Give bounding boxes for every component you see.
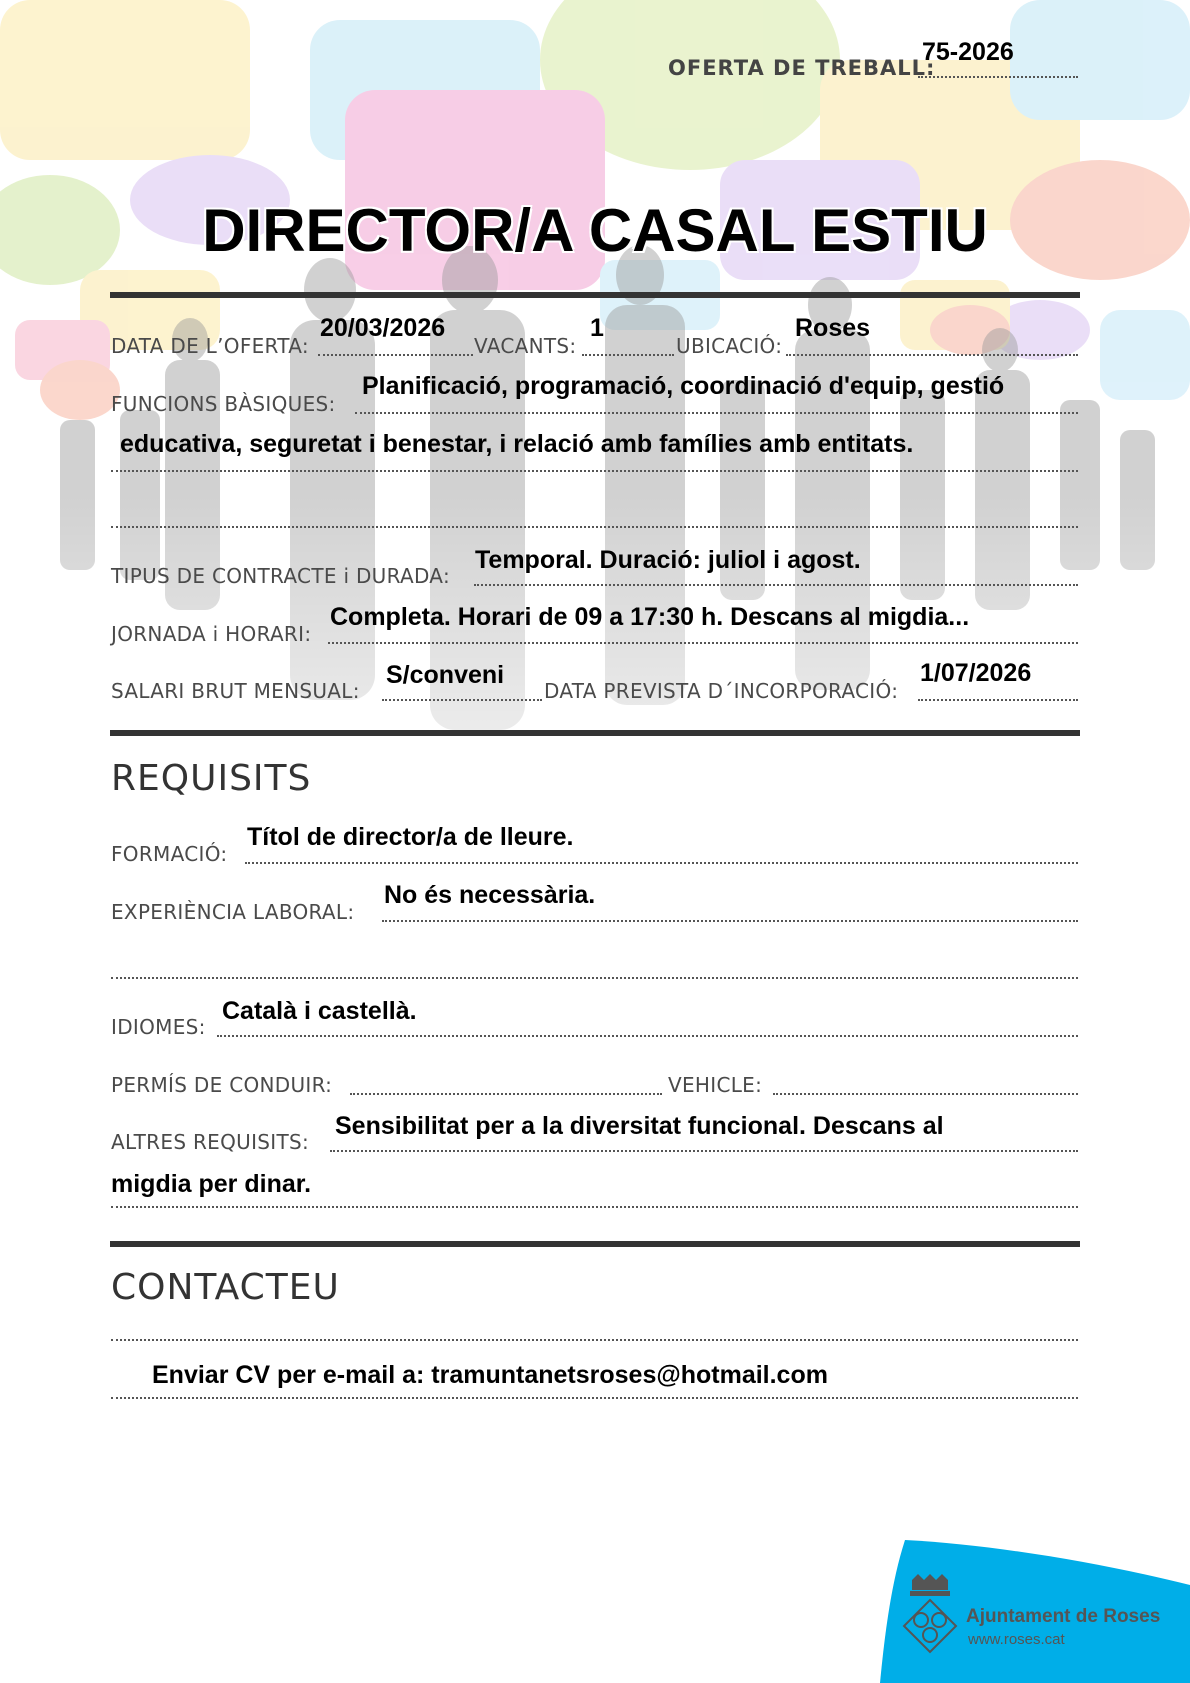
- funcions-value-line2: educativa, seguretat i benestar, i relació amb famílies amb entitats.: [120, 430, 914, 458]
- requisits-heading: REQUISITS: [111, 758, 312, 799]
- idiomes-dots: [217, 1035, 1078, 1037]
- contacte-text: Enviar CV per e-mail a: tramuntanetsroses@hotmail.com: [152, 1361, 828, 1389]
- experiencia-label: EXPERIÈNCIA LABORAL:: [111, 900, 355, 924]
- incorporacio-label: DATA PREVISTA D´INCORPORACIÓ:: [544, 679, 899, 703]
- funcions-label: FUNCIONS BÀSIQUES:: [111, 392, 336, 416]
- salari-value: S/conveni: [386, 661, 505, 689]
- altres-value-line1: Sensibilitat per a la diversitat funcional. Descans al: [335, 1112, 944, 1140]
- contracte-dots: [474, 584, 1078, 586]
- funcions-value-line1: Planificació, programació, coordinació d'equip, gestió: [362, 372, 1005, 400]
- requisits-divider: [110, 1241, 1080, 1247]
- vacants-value: 1: [590, 314, 604, 342]
- altres-dots-2: [111, 1206, 1078, 1208]
- incorporacio-dots: [918, 699, 1078, 701]
- contacteu-heading: CONTACTEU: [111, 1267, 340, 1308]
- altres-label: ALTRES REQUISITS:: [111, 1130, 310, 1154]
- contacte-dots-1: [111, 1339, 1078, 1341]
- page-title: DIRECTOR/A CASAL ESTIU: [202, 197, 988, 264]
- jornada-label: JORNADA i HORARI:: [111, 622, 312, 646]
- funcions-dots-3: [111, 526, 1078, 528]
- coat-of-arms-icon: [900, 1574, 960, 1656]
- date-dots: [318, 354, 473, 356]
- salari-dots: [382, 699, 542, 701]
- idiomes-label: IDIOMES:: [111, 1015, 206, 1039]
- offer-number-value: 75-2026: [922, 38, 1014, 66]
- funcions-dots-2: [111, 470, 1078, 472]
- incorporacio-value: 1/07/2026: [920, 659, 1032, 687]
- vacants-label: VACANTS:: [474, 334, 577, 358]
- altres-dots-1: [330, 1150, 1078, 1152]
- date-label: DATA DE L’OFERTA:: [111, 334, 309, 358]
- formacio-dots: [245, 862, 1078, 864]
- contracte-label: TIPUS DE CONTRACTE i DURADA:: [111, 564, 450, 588]
- formacio-value: Títol de director/a de lleure.: [247, 823, 574, 851]
- jornada-value: Completa. Horari de 09 a 17:30 h. Descans al migdia...: [330, 603, 970, 631]
- formacio-label: FORMACIÓ:: [111, 842, 228, 866]
- ubicacio-label: UBICACIÓ:: [676, 334, 783, 358]
- vacants-dots: [582, 354, 674, 356]
- footer-website: www.roses.cat: [968, 1631, 1065, 1648]
- salari-label: SALARI BRUT MENSUAL:: [111, 679, 360, 703]
- offer-number-dots: [918, 76, 1078, 78]
- ubicacio-dots: [786, 354, 1078, 356]
- experiencia-value: No és necessària.: [384, 881, 596, 909]
- footer-org-name: Ajuntament de Roses: [966, 1606, 1161, 1627]
- offer-number-label: OFERTA DE TREBALL:: [668, 56, 936, 80]
- funcions-dots-1: [355, 412, 1078, 414]
- vehicle-label: VEHICLE:: [668, 1073, 763, 1097]
- contacte-dots-2: [111, 1397, 1078, 1399]
- title-divider: [110, 292, 1080, 298]
- date-value: 20/03/2026: [320, 314, 446, 342]
- idiomes-value: Català i castellà.: [222, 997, 417, 1025]
- permis-dots: [350, 1093, 662, 1095]
- altres-value-line2: migdia per dinar.: [111, 1170, 312, 1198]
- permis-label: PERMÍS DE CONDUIR:: [111, 1073, 333, 1097]
- experiencia-dots-2: [111, 977, 1078, 979]
- ubicacio-value: Roses: [795, 314, 871, 342]
- contracte-value: Temporal. Duració: juliol i agost.: [475, 546, 861, 574]
- vehicle-dots: [773, 1093, 1078, 1095]
- jornada-dots: [328, 642, 1078, 644]
- fields-divider: [110, 730, 1080, 736]
- experiencia-dots: [382, 920, 1078, 922]
